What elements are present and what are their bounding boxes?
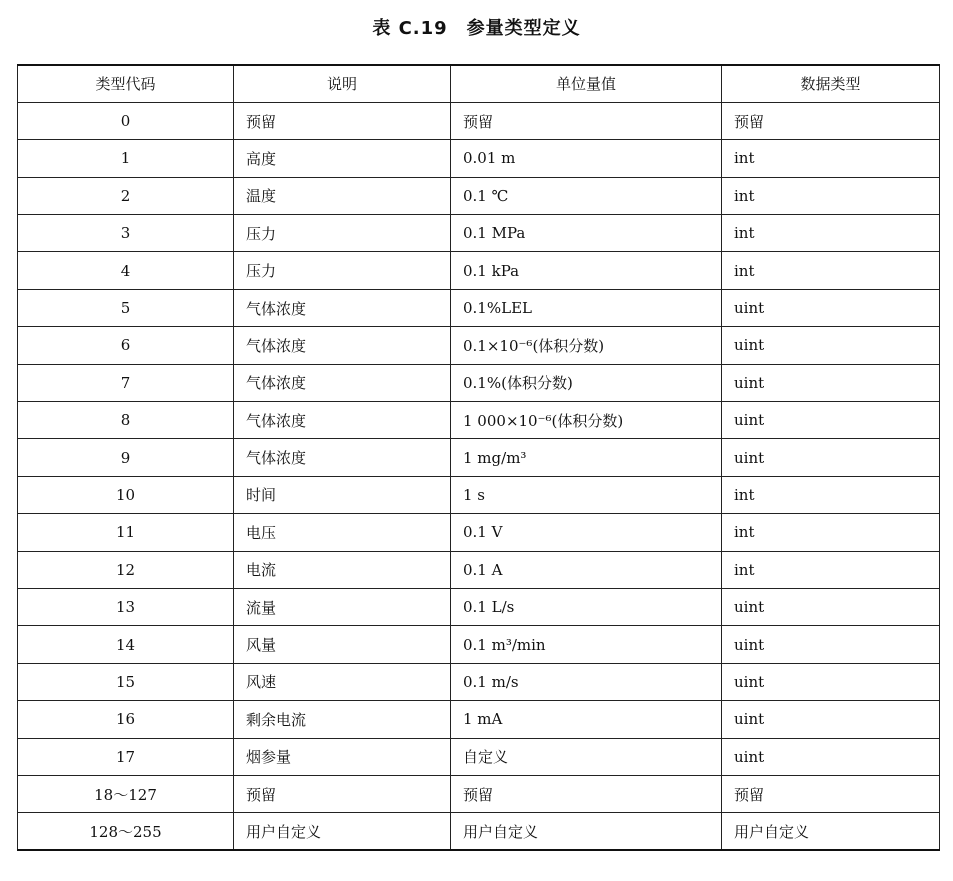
cell-unit: 1 s bbox=[451, 476, 722, 513]
cell-code: 11 bbox=[18, 514, 234, 551]
table-row bbox=[18, 289, 940, 326]
table-row bbox=[18, 327, 940, 364]
cell-code: 6 bbox=[18, 327, 234, 364]
cell-code: 1 bbox=[18, 140, 234, 177]
cell-description: 预留 bbox=[234, 102, 451, 139]
cell-description: 预留 bbox=[234, 775, 451, 812]
cell-code: 9 bbox=[18, 439, 234, 476]
table-row bbox=[18, 551, 940, 588]
cell-datatype: uint bbox=[722, 701, 940, 738]
cell-description: 气体浓度 bbox=[234, 364, 451, 401]
cell-description: 气体浓度 bbox=[234, 439, 451, 476]
cell-code: 4 bbox=[18, 252, 234, 289]
table-row bbox=[18, 177, 940, 214]
cell-datatype: uint bbox=[722, 663, 940, 700]
cell-datatype: int bbox=[722, 215, 940, 252]
cell-code: 5 bbox=[18, 289, 234, 326]
cell-datatype: int bbox=[722, 140, 940, 177]
cell-unit: 用户自定义 bbox=[451, 813, 722, 850]
cell-code: 12 bbox=[18, 551, 234, 588]
cell-description: 用户自定义 bbox=[234, 813, 451, 850]
cell-unit: 0.1 kPa bbox=[451, 252, 722, 289]
cell-datatype: int bbox=[722, 252, 940, 289]
table-row bbox=[18, 775, 940, 812]
cell-datatype: uint bbox=[722, 289, 940, 326]
cell-unit: 1 mg/m³ bbox=[451, 439, 722, 476]
header-datatype: 数据类型 bbox=[722, 65, 940, 102]
table-row bbox=[18, 215, 940, 252]
cell-code: 7 bbox=[18, 364, 234, 401]
table-row bbox=[18, 663, 940, 700]
cell-unit: 0.01 m bbox=[451, 140, 722, 177]
cell-datatype: uint bbox=[722, 626, 940, 663]
table-row bbox=[18, 364, 940, 401]
cell-datatype: uint bbox=[722, 402, 940, 439]
cell-unit: 0.1×10⁻⁶(体积分数) bbox=[451, 327, 722, 364]
cell-code: 18～127 bbox=[18, 775, 234, 812]
cell-code: 2 bbox=[18, 177, 234, 214]
cell-description: 电流 bbox=[234, 551, 451, 588]
cell-description: 温度 bbox=[234, 177, 451, 214]
cell-description: 电压 bbox=[234, 514, 451, 551]
cell-unit: 0.1 V bbox=[451, 514, 722, 551]
cell-datatype: int bbox=[722, 551, 940, 588]
table-row bbox=[18, 476, 940, 513]
table-caption: 表 C.19 参量类型定义 bbox=[372, 18, 581, 39]
cell-datatype: uint bbox=[722, 738, 940, 775]
table-row bbox=[18, 738, 940, 775]
table-body bbox=[18, 102, 940, 850]
cell-unit: 1 mA bbox=[451, 701, 722, 738]
parameter-type-table bbox=[17, 64, 940, 851]
cell-description: 剩余电流 bbox=[234, 701, 451, 738]
cell-description: 流量 bbox=[234, 588, 451, 625]
cell-description: 气体浓度 bbox=[234, 402, 451, 439]
cell-description: 风速 bbox=[234, 663, 451, 700]
table-row bbox=[18, 626, 940, 663]
cell-unit: 0.1 L/s bbox=[451, 588, 722, 625]
cell-code: 14 bbox=[18, 626, 234, 663]
header-description: 说明 bbox=[234, 65, 451, 102]
cell-datatype: int bbox=[722, 476, 940, 513]
cell-unit: 预留 bbox=[451, 102, 722, 139]
cell-description: 高度 bbox=[234, 140, 451, 177]
cell-datatype: uint bbox=[722, 588, 940, 625]
cell-code: 16 bbox=[18, 701, 234, 738]
cell-unit: 自定义 bbox=[451, 738, 722, 775]
table-row bbox=[18, 402, 940, 439]
cell-description: 气体浓度 bbox=[234, 289, 451, 326]
header-unit: 单位量值 bbox=[451, 65, 722, 102]
cell-unit: 0.1 ℃ bbox=[451, 177, 722, 214]
cell-unit: 0.1 m/s bbox=[451, 663, 722, 700]
cell-datatype: uint bbox=[722, 327, 940, 364]
cell-unit: 0.1 A bbox=[451, 551, 722, 588]
cell-code: 13 bbox=[18, 588, 234, 625]
cell-unit: 0.1 m³/min bbox=[451, 626, 722, 663]
table-row bbox=[18, 439, 940, 476]
header-code: 类型代码 bbox=[18, 65, 234, 102]
cell-unit: 0.1%(体积分数) bbox=[451, 364, 722, 401]
cell-code: 3 bbox=[18, 215, 234, 252]
cell-description: 风量 bbox=[234, 626, 451, 663]
cell-unit: 0.1 MPa bbox=[451, 215, 722, 252]
cell-code: 17 bbox=[18, 738, 234, 775]
cell-unit: 预留 bbox=[451, 775, 722, 812]
table-row bbox=[18, 514, 940, 551]
cell-datatype: uint bbox=[722, 439, 940, 476]
cell-unit: 1 000×10⁻⁶(体积分数) bbox=[451, 402, 722, 439]
cell-code: 10 bbox=[18, 476, 234, 513]
cell-code: 128～255 bbox=[18, 813, 234, 850]
cell-description: 时间 bbox=[234, 476, 451, 513]
table-row bbox=[18, 252, 940, 289]
table-row bbox=[18, 813, 940, 850]
cell-description: 压力 bbox=[234, 252, 451, 289]
cell-datatype: uint bbox=[722, 364, 940, 401]
header-row bbox=[18, 65, 940, 102]
cell-code: 8 bbox=[18, 402, 234, 439]
cell-datatype: int bbox=[722, 177, 940, 214]
table-row bbox=[18, 701, 940, 738]
cell-datatype: int bbox=[722, 514, 940, 551]
cell-unit: 0.1%LEL bbox=[451, 289, 722, 326]
cell-datatype: 预留 bbox=[722, 775, 940, 812]
cell-description: 气体浓度 bbox=[234, 327, 451, 364]
cell-description: 烟参量 bbox=[234, 738, 451, 775]
table-header bbox=[18, 65, 940, 102]
cell-description: 压力 bbox=[234, 215, 451, 252]
cell-code: 0 bbox=[18, 102, 234, 139]
table-row bbox=[18, 140, 940, 177]
cell-code: 15 bbox=[18, 663, 234, 700]
table-row bbox=[18, 102, 940, 139]
cell-datatype: 用户自定义 bbox=[722, 813, 940, 850]
cell-datatype: 预留 bbox=[722, 102, 940, 139]
table-row bbox=[18, 588, 940, 625]
